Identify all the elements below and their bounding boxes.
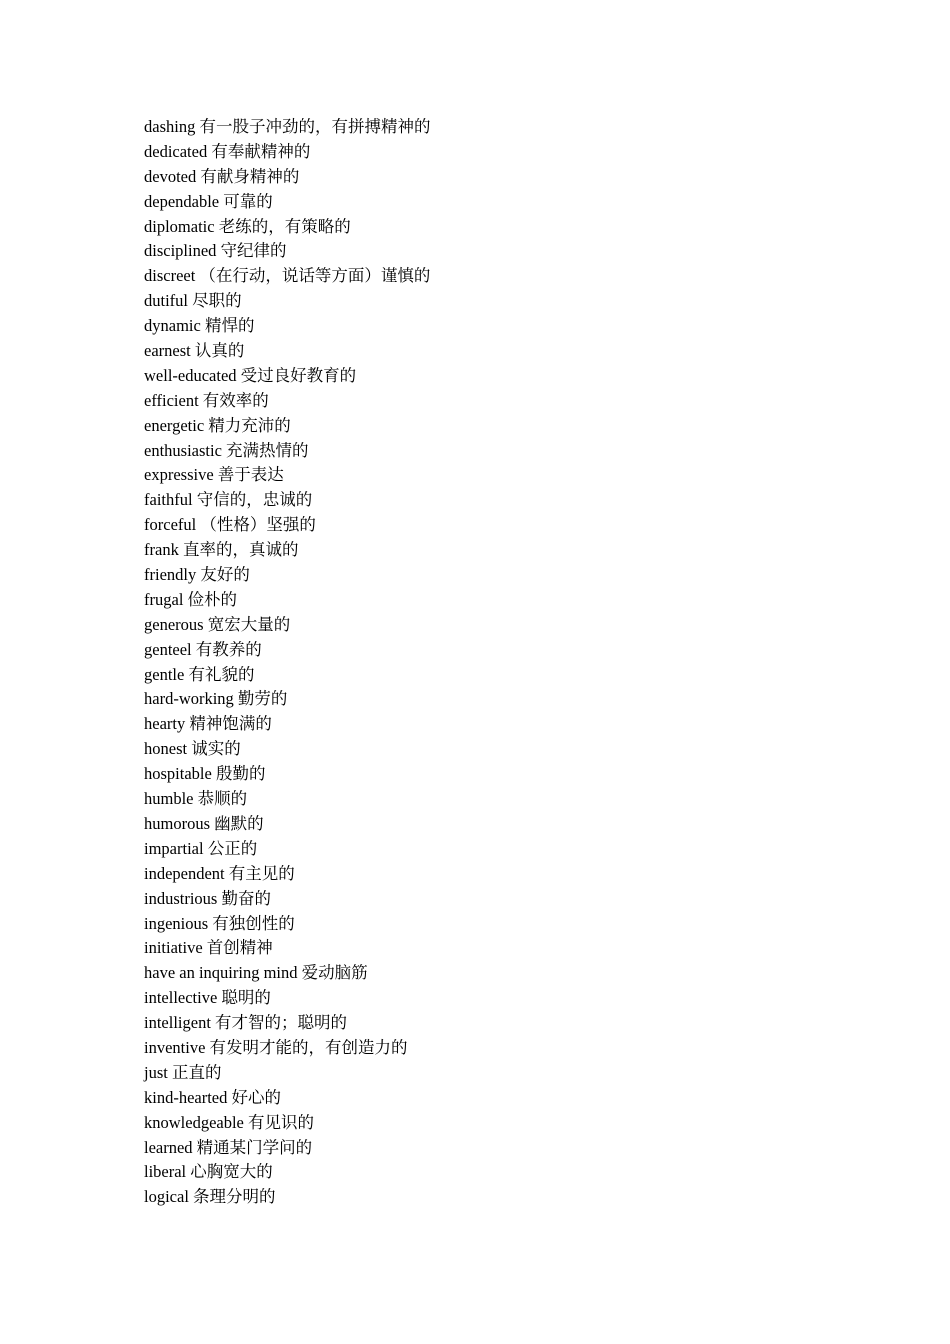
vocabulary-entry: hard-working 勤劳的 bbox=[144, 689, 288, 709]
vocabulary-entry: just 正直的 bbox=[144, 1062, 222, 1082]
vocabulary-entry: inventive 有发明才能的，有创造力的 bbox=[144, 1037, 408, 1057]
vocabulary-entry: humble 恭顺的 bbox=[144, 789, 248, 809]
vocabulary-entry: impartial 公正的 bbox=[144, 838, 258, 858]
vocabulary-entry: intelligent 有才智的；聪明的 bbox=[144, 1013, 348, 1033]
vocabulary-entry: efficient 有效率的 bbox=[144, 390, 269, 410]
vocabulary-entry: liberal 心胸宽大的 bbox=[144, 1162, 273, 1182]
vocabulary-entry: dependable 可靠的 bbox=[144, 191, 273, 211]
vocabulary-entry: dashing 有一股子冲劲的，有拼搏精神的 bbox=[144, 117, 431, 136]
vocabulary-entry: intellective 聪明的 bbox=[144, 988, 271, 1008]
vocabulary-entry: devoted 有献身精神的 bbox=[144, 166, 300, 186]
vocabulary-entry: forceful （性格）坚强的 bbox=[144, 515, 316, 535]
vocabulary-entry: genteel 有教养的 bbox=[144, 639, 262, 659]
vocabulary-entry: frugal 俭朴的 bbox=[144, 589, 238, 609]
vocabulary-entry: discreet （在行动，说话等方面）谨慎的 bbox=[144, 266, 431, 286]
vocabulary-entry: disciplined 守纪律的 bbox=[144, 241, 287, 261]
vocabulary-entry: independent 有主见的 bbox=[144, 863, 295, 883]
vocabulary-entry: enthusiastic 充满热情的 bbox=[144, 440, 309, 460]
vocabulary-entry: ingenious 有独创性的 bbox=[144, 913, 295, 933]
vocabulary-entry: well-educated 受过良好教育的 bbox=[144, 365, 357, 385]
vocabulary-entry: faithful 守信的，忠诚的 bbox=[144, 490, 313, 510]
vocabulary-entry: energetic 精力充沛的 bbox=[144, 415, 291, 435]
vocabulary-entry: generous 宽宏大量的 bbox=[144, 614, 291, 634]
vocabulary-entry: frank 直率的，真诚的 bbox=[144, 540, 299, 560]
vocabulary-entry: dynamic 精悍的 bbox=[144, 316, 255, 336]
vocabulary-entry: logical 条理分明的 bbox=[144, 1187, 276, 1207]
vocabulary-entry: diplomatic 老练的，有策略的 bbox=[144, 216, 351, 236]
vocabulary-entry: gentle 有礼貌的 bbox=[144, 664, 255, 684]
vocabulary-entry: friendly 友好的 bbox=[144, 565, 250, 585]
vocabulary-entry: industrious 勤奋的 bbox=[144, 888, 271, 908]
vocabulary-entry: expressive 善于表达 bbox=[144, 465, 284, 485]
vocabulary-entry: dedicated 有奉献精神的 bbox=[144, 141, 311, 161]
vocabulary-entry: earnest 认真的 bbox=[144, 341, 245, 361]
vocabulary-entry: have an inquiring mind 爱动脑筋 bbox=[144, 963, 368, 983]
vocabulary-entry: dutiful 尽职的 bbox=[144, 291, 242, 311]
vocabulary-entry: knowledgeable 有见识的 bbox=[144, 1112, 315, 1132]
vocabulary-entry: honest 诚实的 bbox=[144, 739, 241, 759]
vocabulary-list bbox=[144, 115, 430, 1210]
vocabulary-entry: kind-hearted 好心的 bbox=[144, 1087, 282, 1107]
vocabulary-entry: hospitable 殷勤的 bbox=[144, 764, 266, 784]
vocabulary-entry: learned 精通某门学问的 bbox=[144, 1137, 313, 1157]
vocabulary-entry: initiative 首创精神 bbox=[144, 938, 273, 958]
vocabulary-entry: humorous 幽默的 bbox=[144, 813, 264, 833]
vocabulary-entry: hearty 精神饱满的 bbox=[144, 714, 272, 734]
